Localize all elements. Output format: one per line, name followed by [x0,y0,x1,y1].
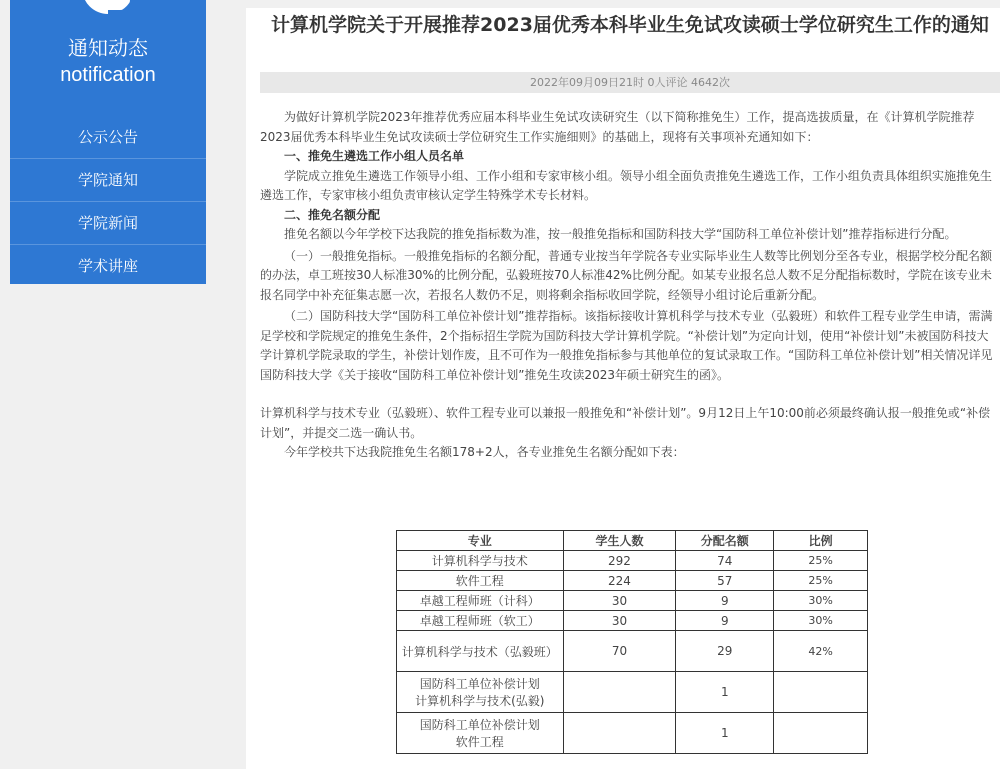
article-body [260,108,995,463]
cell-students: 224 [563,571,676,591]
section-heading-2: 二、推免名额分配 [284,207,381,222]
cell-quota: 9 [676,591,774,611]
cell-major: 卓越工程师班（计科） [397,591,564,611]
paragraph-table-intro: 今年学校共下达我院推免生名额178+2人，各专业推免生名额分配如下表： [284,445,685,459]
cell-major: 卓越工程师班（软工） [397,611,564,631]
cell-major: 计算机科学与技术 [397,551,564,571]
table-row [397,571,868,591]
table-row [397,611,868,631]
cell-major-line1: 国防科工单位补偿计划 [419,677,540,691]
header-students: 学生人数 [563,531,676,551]
cell-quota: 57 [676,571,774,591]
article-meta: 2022年09月09日21时 0人评论 4642次 [260,72,1000,93]
cell-quota: 1 [676,672,774,713]
cell-ratio: 30% [774,591,868,611]
sidebar-title-en: notification [60,64,156,86]
sidebar-item-notices[interactable]: 学院通知 [10,159,206,202]
paragraph-groups: 学院成立推免生遴选工作领导小组、工作小组和专家审核小组。领导小组全面负责推免生遴选工作，工作小组负责具体组织实施推免生遴选工作，专家审核小组负责审核认定学生特殊学术专长材料。 [260,168,993,202]
cell-ratio: 25% [774,571,868,591]
cell-students [563,672,676,713]
table-row [397,672,868,713]
quota-table [396,530,868,754]
cell-ratio: 25% [774,551,868,571]
paragraph-compensation: （二）国防科技大学“国防科工单位补偿计划”推荐指标。该指标接收计算机科学与技术专业（弘毅班）和软件工程专业学生申请，需满足学校和学院规定的推免生条件，2个指标招生学院为国防科技大学计算机学院。“补偿计划”为定向计划，使用“补偿计划”未被国防科技大学计算机学院录取的学生，补偿计划作废，且不可作为一般推免指标参与其他单位的复试录取工作。“国防科工单位补偿计划”相关情况详见国防科技大学《关于接收“国防科工单位补偿计划”推免生攻读2023年硕士研究生的函》。 [260,309,993,382]
paragraph-quota: 推免名额以今年学校下达我院的推免指标数为准，按一般推免指标和国防科技大学“国防科工单位补偿计划”推荐指标进行分配。 [284,227,957,241]
cell-major [397,672,564,713]
header-major: 专业 [397,531,564,551]
sidebar-menu [10,116,206,287]
article-title: 计算机学院关于开展推荐2023届优秀本科毕业生免试攻读硕士学位研究生工作的通知 [271,14,989,36]
cell-students: 30 [563,611,676,631]
header-quota: 分配名额 [676,531,774,551]
cell-quota: 9 [676,611,774,631]
article-panel [246,8,1000,769]
cell-major-line1: 国防科工单位补偿计划 [419,718,540,732]
sidebar-item-announcements[interactable]: 公示公告 [10,116,206,159]
cell-quota: 29 [676,631,774,672]
table-row [397,713,868,754]
cell-ratio [774,672,868,713]
cell-ratio [774,713,868,754]
cell-quota: 1 [676,713,774,754]
sidebar-item-news[interactable]: 学院新闻 [10,202,206,245]
table-header-row [397,531,868,551]
cell-quota: 74 [676,551,774,571]
paragraph-dual-apply: 计算机科学与技术专业（弘毅班）、软件工程专业可以兼报一般推免和“补偿计划”。9月12日上午10:00前必须最终确认报一般推免或“补偿计划”，并提交二选一确认书。 [260,406,991,440]
cell-major: 计算机科学与技术（弘毅班） [397,631,564,672]
cell-major-line2: 软件工程 [455,735,504,749]
cell-major: 软件工程 [397,571,564,591]
section-heading-1: 一、推免生遴选工作小组人员名单 [284,149,465,163]
cell-ratio: 30% [774,611,868,631]
paragraph-intro: 为做好计算机学院2023年推荐优秀应届本科毕业生免试攻读研究生（以下简称推免生）工作，提高选拔质量，在《计算机学院推荐2023届优秀本科毕业生免试攻读硕士学位研究生工作实施细则》的基础上，现将有关事项补充通知如下： [260,110,975,144]
cell-students [563,713,676,754]
cell-students: 70 [563,631,676,672]
sidebar-item-lectures[interactable]: 学术讲座 [77,257,138,275]
table-row [397,591,868,611]
sidebar [10,0,206,284]
paragraph-general: （一）一般推免指标。一般推免指标的名额分配，普通专业按当年学院各专业实际毕业生人数等比例划分至各专业，根据学校分配名额的办法，卓工班按30人标准30%的比例分配，弘毅班按70人标准42%比例分配。如某专业报名总人数不足分配指标数时，学院在该专业未报名同学中补充征集志愿一次，若报名人数仍不足，则将剩余指标收回学院，经领导小组讨论后重新分配。 [260,248,993,302]
table-row [397,551,868,571]
header-ratio: 比例 [774,531,868,551]
cell-ratio: 42% [774,631,868,672]
cell-major [397,713,564,754]
cell-students: 292 [563,551,676,571]
table-row [397,631,868,672]
cell-students: 30 [563,591,676,611]
sidebar-title-cn: 通知动态 [68,36,148,60]
notification-mark-icon [108,0,134,14]
cell-major-line2: 计算机科学与技术(弘毅) [415,694,545,708]
